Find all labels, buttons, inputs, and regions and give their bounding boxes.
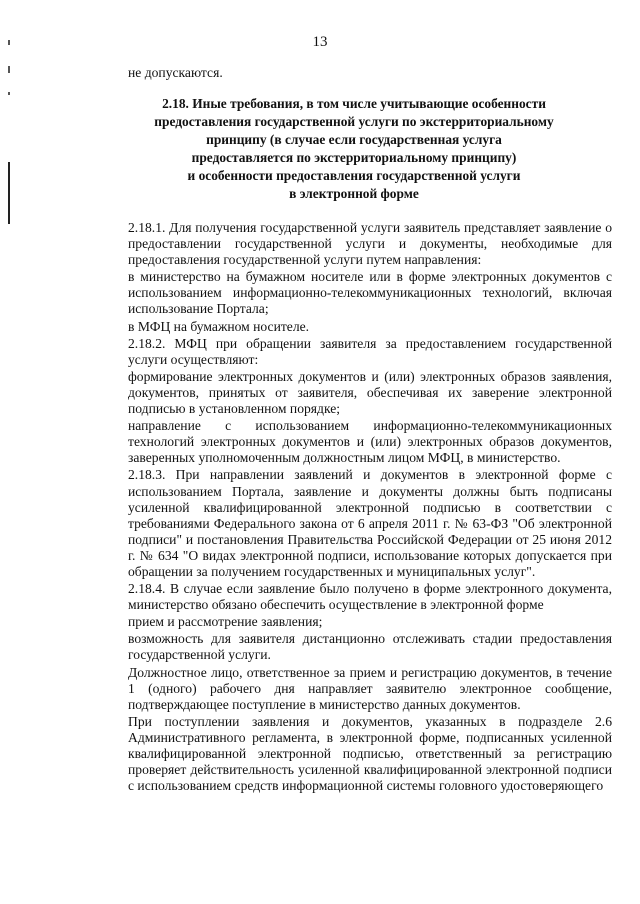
page-number: 13 <box>312 34 328 50</box>
heading-line: предоставляется по экстерриториальному принципу) <box>191 150 517 165</box>
continuation-text: не допускаются. <box>128 65 223 80</box>
paragraph: в МФЦ на бумажном носителе. <box>128 318 310 334</box>
heading-line: в электронной форме <box>289 186 419 201</box>
heading-line: и особенности предоставления государственной услуги <box>187 168 521 183</box>
paragraph: 2.18.2. МФЦ при обращении заявителя за предоставлением государственной услуги осуществляют: <box>128 335 612 367</box>
scan-margin-line <box>8 162 10 224</box>
section-heading <box>118 95 590 203</box>
paragraph: 2.18.4. В случае если заявление было получено в форме электронного документа, министерство обязано обеспечить осуществление в электронной форме <box>128 581 612 613</box>
scan-margin-mark <box>8 92 10 95</box>
paragraph: Должностное лицо, ответственное за прием и регистрацию документов, в течение 1 (одного) рабочего дня направляет заявителю электронное сообщение, подтверждающее поступление в министерство данных документов. <box>128 664 612 712</box>
paragraph: прием и рассмотрение заявления; <box>128 614 323 630</box>
paragraph: 2.18.3. При направлении заявлений и документов в электронной форме с использованием Портала, заявление и документы должны быть подписаны усиленной квалифицированной электронной подписью в соответствии с требованиями Федерального закона от 6 апреля 2011 г. № 63-ФЗ "Об электронной подписи" и постановления Правительства Российской Федерации от 25 июня 2012 г. № 634 "О видах электронной подписи, использование которых допускается при обращении за получением государственных и муниципальных услуг". <box>128 467 612 579</box>
body-text <box>128 220 612 795</box>
heading-line: 2.18. Иные требования, в том числе учитывающие особенности <box>162 96 546 111</box>
paragraph: формирование электронных документов и (или) электронных образов заявления, документов, принятых от заявителя, обеспечивая их заверение электронной подписью в установленном порядке; <box>128 368 612 417</box>
paragraph: При поступлении заявления и документов, указанных в подразделе 2.6 Административного регламента, в электронной форме, подписанных усиленной квалифицированной электронной подписью, ответственный за регистрацию проверяет действительность усиленной квалифицированной электронной подписи с использованием средств информационной системы головного удостоверяющего <box>128 713 612 794</box>
paragraph: направление с использованием информационно-телекоммуникационных технологий электронных документов и (или) электронных образов документов, заверенных уполномоченным должностным лицом МФЦ, в министерство. <box>128 418 612 466</box>
scan-margin-mark <box>8 66 10 73</box>
paragraph: 2.18.1. Для получения государственной услуги заявитель представляет заявление о предоставлении государственной услуги и документы, необходимые для предоставления государственной услуги путем направления: <box>128 220 612 268</box>
paragraph: возможность для заявителя дистанционно отслеживать стадии предоставления государственной услуги. <box>128 631 612 663</box>
paragraph: в министерство на бумажном носителе или в форме электронных документов с использованием информационно-телекоммуникационных технологий, включая использование Портала; <box>128 269 612 317</box>
heading-line: предоставления государственной услуги по экстерриториальному <box>154 114 554 129</box>
heading-line: принципу (в случае если государственная услуга <box>206 132 502 147</box>
